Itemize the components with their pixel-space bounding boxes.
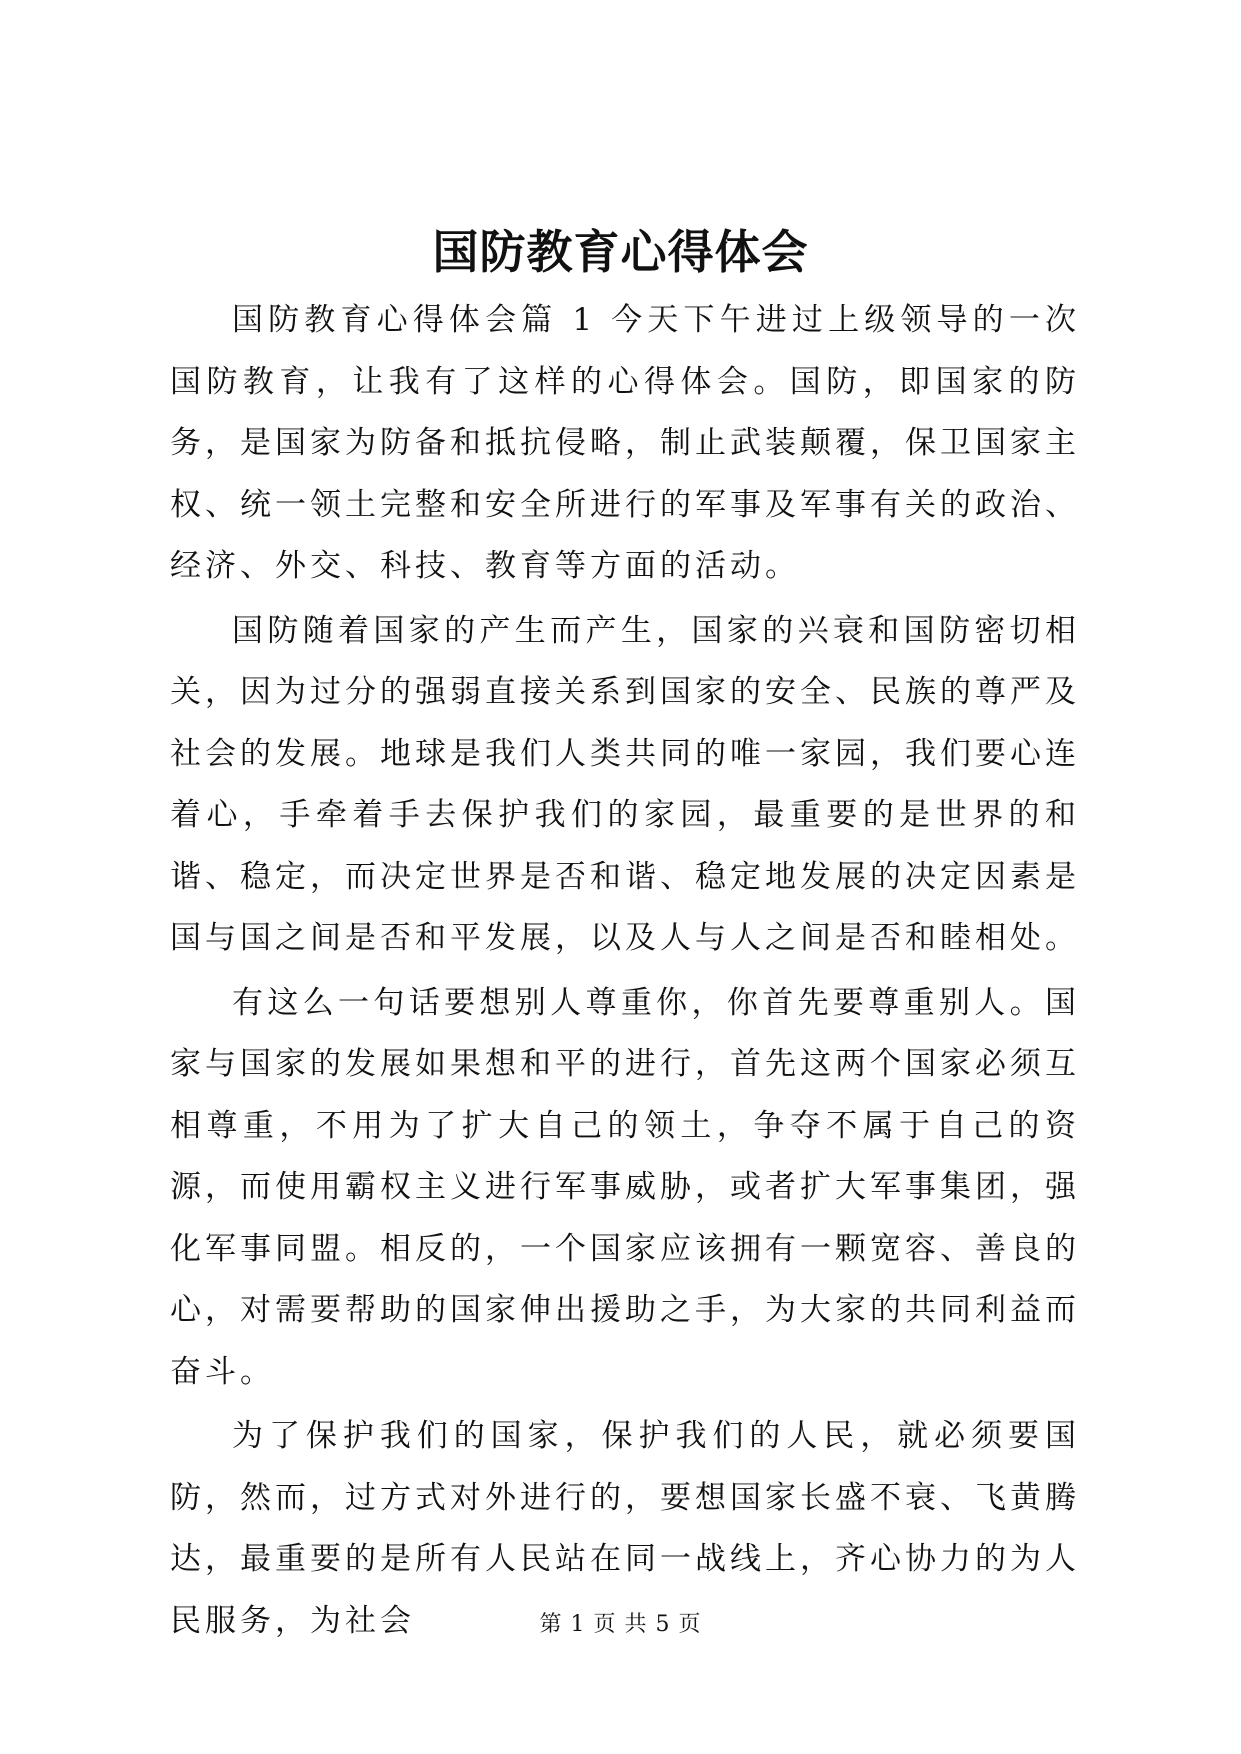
paragraph-2: 国防随着国家的产生而产生，国家的兴衰和国防密切相关，因为过分的强弱直接关系到国家的安全、民族的尊严及社会的发展。地球是我们人类共同的唯一家园，我们要心连着心，手牵着手去保护我们的家园，最重要的是世界的和谐、稳定，而决定世界是否和谐、稳定地发展的决定因素是国与国之间是否和平发展，以及人与人之间是否和睦相处。 [170, 612, 1080, 956]
document-title: 国防教育心得体会 [432, 225, 809, 279]
paragraph-1: 国防教育心得体会篇 1 今天下午进过上级领导的一次国防教育，让我有了这样的心得体会。国防，即国家的防务，是国家为防备和抵抗侵略，制止武装颠覆，保卫国家主权、统一领土完整和安全所进行的军事及军事有关的政治、经济、外交、科技、教育等方面的活动。 [170, 302, 1080, 584]
document-body [170, 290, 1080, 1652]
paragraph-4: 为了保护我们的国家，保护我们的人民，就必须要国防，然而，过方式对外进行的，要想国家长盛不衰、飞黄腾达，最重要的是所有人民站在同一战线上，齐心协力的为人民服务，为社会 [170, 1418, 1080, 1639]
page-number-footer: 第 1 页 共 5 页 [539, 1612, 702, 1637]
paragraph-3: 有这么一句话要想别人尊重你，你首先要尊重别人。国家与国家的发展如果想和平的进行，首先这两个国家必须互相尊重，不用为了扩大自己的领土，争夺不属于自己的资源，而使用霸权主义进行军事威胁，或者扩大军事集团，强化军事同盟。相反的，一个国家应该拥有一颗宽容、善良的心，对需要帮助的国家伸出援助之手，为大家的共同利益而奋斗。 [170, 984, 1080, 1390]
